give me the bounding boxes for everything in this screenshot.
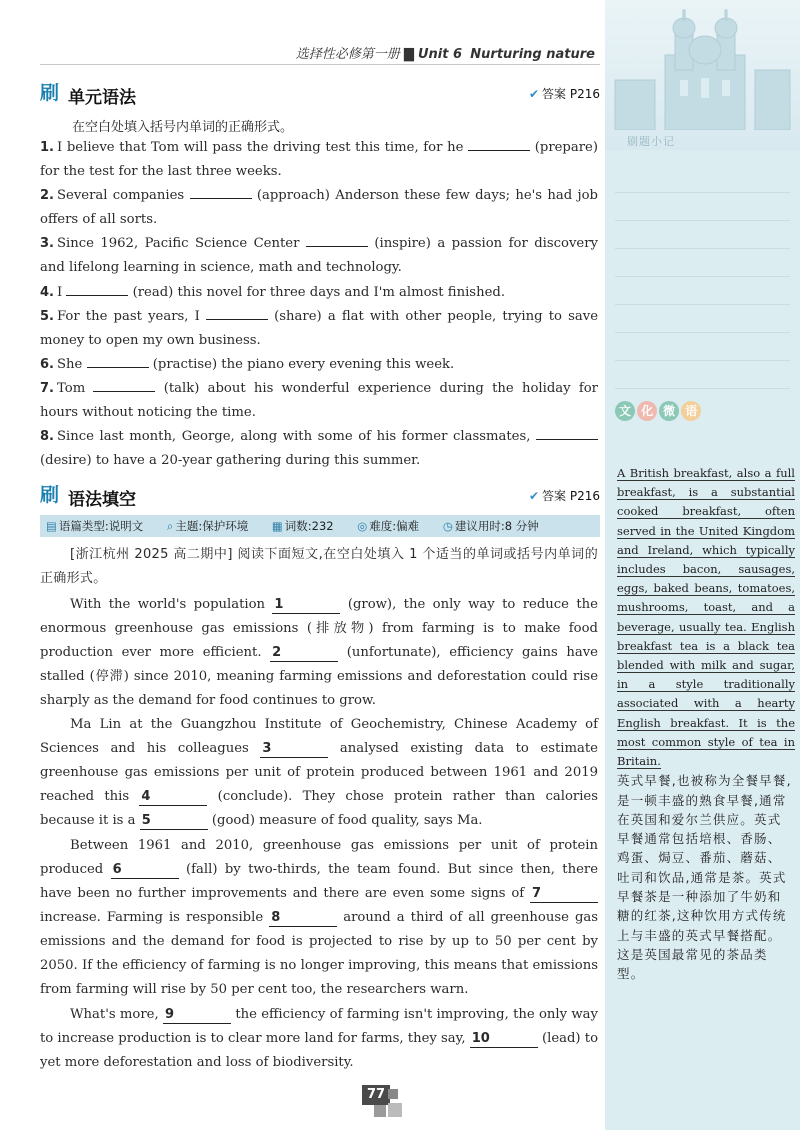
answer-blank (93, 378, 155, 392)
paragraph-2: Ma Lin at the Guangzhou Institute of Geochemistry, Chinese Academy of Sciences and his colleagues 3 analysed existing data to estimate greenhouse gas emissions per unit of protein produced between 1961 and 2019 reached this 4 (conclude). They chose protein rather than calories because it is a 5 (good) measure of food quality, says Ma. (40, 717, 598, 828)
search-icon: ⌕ (166, 519, 174, 533)
gap-10: 10 (470, 1031, 538, 1048)
check-icon: ✔ (528, 489, 540, 503)
genre-icon: ▤ (46, 519, 57, 533)
answer-blank (66, 282, 128, 296)
paragraph-3: Between 1961 and 2010, greenhouse gas emissions per unit of protein produced 6 (fall) by two-thirds, the team found. But since then, there have been no further improvements and there are even some signs of 7 increase. Farming is responsible 8 around a third of all greenhouse gas emissions and the demand for food is projected to rise by up to 50 per cent by 2050. If the efficiency of farming is no longer improving, this means that emissions from farming will rise by 50 per cent too, the researchers warn. (40, 838, 599, 997)
answer-reference: ✔ 答案 P216 (528, 87, 600, 101)
church-photo (605, 0, 800, 150)
question: 5. For the past years, I (share) a flat with other people, trying to save money to open my own business. (40, 305, 598, 353)
running-header: 选择性必修第一册 ▇ Unit 6 Nurturing nature (295, 47, 595, 62)
question: 2. Several companies (approach) Anderson these few days; he's had job offers of all sorts. (40, 184, 598, 232)
culture-badge (615, 400, 790, 422)
culture-english: A British breakfast, also a full breakfast, is a substantial cooked breakfast, often served in the United Kingdom and Ireland, which typically includes bacon, sausages, eggs, baked beans, tomatoes, mushrooms, toast, and a beverage, usually tea. English breakfast tea is a black tea blended with milk and sugar, in a style traditionally associated with a hearty English breakfast. It is the most common style of tea in Britain. (617, 466, 795, 769)
question: 8. Since last month, George, along with some of his former classmates, (desire) to have a 20-year gathering during this summer. (40, 425, 598, 473)
note-lines (615, 165, 790, 390)
section-cloze-header (40, 484, 600, 510)
badge-char: 语 (681, 401, 701, 421)
answer-blank (468, 137, 530, 151)
question: 4. I (read) this novel for three days and I'm almost finished. (40, 281, 598, 305)
answer-blank (190, 185, 252, 199)
question: 6. She (practise) the piano every evening this week. (40, 353, 598, 377)
gap-6: 6 (111, 862, 179, 879)
section-title: 语法填空 (68, 490, 136, 510)
header-rule (40, 64, 600, 65)
question: 7. Tom (talk) about his wonderful experience during the holiday for hours without noticing the time. (40, 377, 598, 425)
badge-char: 化 (637, 401, 657, 421)
note-label: 刷题小记 (627, 135, 675, 148)
gap-5: 5 (140, 813, 208, 830)
difficulty-icon: ◎ (357, 519, 368, 533)
gap-7: 7 (530, 886, 598, 903)
badge-char: 文 (615, 401, 635, 421)
section-mark: 刷 (40, 82, 60, 104)
answer-blank (306, 233, 368, 247)
section-title: 单元语法 (68, 88, 136, 108)
count-icon: ▦ (271, 519, 283, 533)
paragraph-4: What's more, 9 the efficiency of farming isn't improving, the only way to increase production is to clear more land for farms, they say, 10 (lead) to yet more deforestation and loss of biodiversity. (40, 1007, 599, 1070)
gap-3: 3 (260, 741, 328, 758)
paragraph-1: With the world's population 1 (grow), the only way to reduce the enormous greenhouse gas emissions (排放物) from farming is to make food production ever more efficient. 2 (unfortunate), efficiency gains have stalled (停滞) since 2010, meaning farming emissions and deforestation could rise sharply as the demand for food continues to grow. (40, 597, 598, 708)
gap-9: 9 (163, 1007, 231, 1024)
instruction: 在空白处填入括号内单词的正确形式。 (72, 120, 294, 135)
church-illustration (605, 0, 800, 130)
culture-chinese: 英式早餐,也被称为全餐早餐,是一顿丰盛的熟食早餐,通常在英国和爱尔兰供应。英式早餐通常包括培根、香肠、鸡蛋、焗豆、番茄、蘑菇、吐司和饮品,通常是茶。英式早餐茶是一种添加了牛奶和糖的红茶,这种饮用方式传统上与丰盛的英式早餐搭配。这是英国最常见的茶品类型。 (617, 773, 792, 982)
gap-8: 8 (269, 910, 337, 927)
answer-blank (87, 354, 149, 368)
section-grammar-header (40, 82, 600, 108)
answer-blank (206, 306, 268, 320)
check-icon: ✔ (528, 87, 540, 101)
section-mark: 刷 (40, 484, 60, 506)
culture-note (617, 464, 795, 984)
gap-4: 4 (139, 789, 207, 806)
badge-char: 微 (659, 401, 679, 421)
question: 3. Since 1962, Pacific Science Center (inspire) a passion for discovery and lifelong learning in science, math and technology. (40, 232, 598, 280)
answer-blank (536, 426, 598, 440)
gap-2: 2 (270, 645, 338, 662)
cloze-intro: [浙江杭州 2025 高二期中] 阅读下面短文,在空白处填入 1 个适当的单词或括号内单词的正确形式。 (40, 547, 598, 586)
page-number: 77 (362, 1085, 402, 1125)
answer-reference: ✔ 答案 P216 (528, 489, 600, 503)
clock-icon: ◷ (442, 519, 453, 533)
gap-1: 1 (272, 597, 340, 614)
passage-info-bar: ▤ 语篇类型:说明文 ⌕ 主题:保护环境 ▦ 词数:232 ◎ 难度:偏难 ◷ 建议用时:8 分钟 (40, 515, 600, 537)
question: 1. I believe that Tom will pass the driving test this time, for he (prepare) for the test for the last three weeks. (40, 136, 598, 184)
